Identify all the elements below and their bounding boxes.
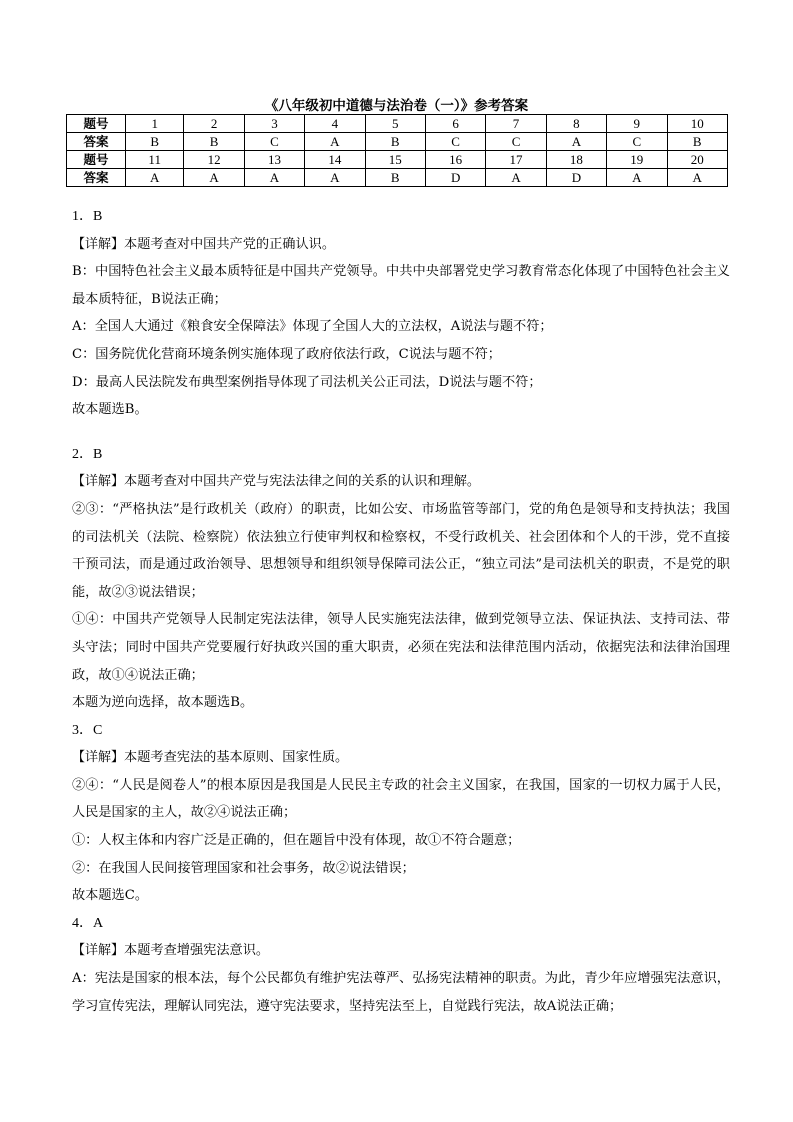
question-2-detail (72, 468, 730, 496)
detail-tag: 【详解】 (72, 236, 125, 252)
spacer (72, 424, 730, 441)
explanation-line: B：中国特色社会主义最本质特征是中国共产党领导。中共中央部署党史学习教育常态化体现了中国特色社会主义最本质特征，B说法正确； (72, 264, 730, 307)
question-1-answer: 1．B (72, 209, 103, 224)
table-cell: 18 (546, 151, 606, 169)
question-4-answer: 4．A (72, 915, 104, 931)
detail-tag: 【详解】 (72, 474, 125, 490)
explanation-line: 本题为逆向选择，故本题选B。 (72, 695, 254, 711)
table-cell: 9 (607, 115, 667, 133)
table-cell: 16 (425, 151, 485, 169)
table-cell: 10 (667, 115, 728, 133)
answer-explanations (72, 203, 730, 1020)
table-cell: 6 (425, 115, 485, 133)
table-cell: 15 (365, 151, 425, 169)
table-cell: A (305, 133, 365, 151)
explanation-line: 故本题选C。 (72, 888, 149, 904)
explanation-line: C：国务院优化营商环境条例实施体现了政府依法行政，C说法与题不符； (72, 346, 501, 362)
table-cell: 13 (244, 151, 304, 169)
table-cell: B (126, 133, 184, 151)
question-3-detail (72, 744, 730, 772)
explanation-line: 故本题选B。 (72, 402, 148, 418)
table-cell: C (244, 133, 304, 151)
table-cell: 2 (184, 115, 244, 133)
detail-text: 本题考查对中国共产党与宪法法律之间的关系的认识和理解。 (124, 474, 481, 490)
table-cell: D (425, 169, 485, 187)
explanation-line: ①④：中国共产党领导人民制定宪法法律，领导人民实施宪法法律，做到党领导立法、保证执法、支持司法、带头守法；同时中国共产党要履行好执政兴国的重大职责，必须在宪法和法律范围内活动，依据宪法和法律治国理政，故①④说法正确； (72, 612, 730, 683)
table-cell: 19 (607, 151, 667, 169)
table-cell: A (607, 169, 667, 187)
table-cell: 7 (486, 115, 546, 133)
row-label: 答案 (67, 133, 126, 151)
question-3-answer: 3．C (72, 722, 103, 738)
table-cell: B (184, 133, 244, 151)
table-cell: A (486, 169, 546, 187)
table-cell: C (607, 133, 667, 151)
row-label: 题号 (67, 151, 126, 169)
question-4-detail (72, 937, 730, 965)
explanation-line: ②③：“严格执法”是行政机关（政府）的职责，比如公安、市场监管等部门，党的角色是领导和支持执法；我国的司法机关（法院、检察院）依法独立行使审判权和检察权，不受行政机关、社会团体和个人的干涉，党不直接干预司法，而是通过政治领导、思想领导和组织领导保障司法公正，“独立司法”是司法机关的职责，不是党的职能，故②③说法错误； (72, 501, 730, 600)
table-cell: 17 (486, 151, 546, 169)
explanation-line: D：最高人民法院发布典型案例指导体现了司法机关公正司法，D说法与题不符； (72, 374, 542, 390)
table-cell: C (425, 133, 485, 151)
table-cell: A (244, 169, 304, 187)
explanation-line: ②④：“人民是阅卷人”的根本原因是我国是人民民主专政的社会主义国家，在我国，国家的一切权力属于人民，人民是国家的主人，故②④说法正确； (72, 777, 730, 821)
answer-table (66, 114, 728, 187)
question-1-detail (72, 231, 730, 259)
table-cell: 12 (184, 151, 244, 169)
table-cell: 8 (546, 115, 606, 133)
table-cell: B (365, 133, 425, 151)
table-row (67, 115, 728, 133)
table-cell: A (184, 169, 244, 187)
table-cell: B (365, 169, 425, 187)
detail-text: 本题考查对中国共产党的正确认识。 (124, 236, 336, 252)
table-cell: D (546, 169, 606, 187)
table-cell: A (546, 133, 606, 151)
detail-tag: 【详解】 (72, 750, 125, 766)
explanation-line: ②：在我国人民间接管理国家和社会事务，故②说法错误； (72, 860, 415, 876)
table-row (67, 151, 728, 169)
table-cell: 20 (667, 151, 728, 169)
table-cell: 11 (126, 151, 184, 169)
table-cell: 1 (126, 115, 184, 133)
table-cell: 14 (305, 151, 365, 169)
explanation-line: ①：人权主体和内容广泛是正确的，但在题旨中没有体现，故①不符合题意； (72, 833, 521, 849)
table-cell: A (126, 169, 184, 187)
table-cell: 5 (365, 115, 425, 133)
row-label: 题号 (67, 115, 126, 133)
table-cell: 4 (305, 115, 365, 133)
table-row (67, 133, 728, 151)
table-row (67, 169, 728, 187)
explanation-line: A：全国人大通过《粮食安全保障法》体现了全国人大的立法权，A说法与题不符； (72, 319, 553, 335)
explanation-line: A：宪法是国家的根本法，每个公民都负有维护宪法尊严、弘扬宪法精神的职责。为此，青少年应增强宪法意识，学习宣传宪法，理解认同宪法，遵守宪法要求，坚持宪法至上，自觉践行宪法，故A说法正确； (72, 971, 730, 1014)
page-title: 《八年级初中道德与法治卷（一）》参考答案 (264, 98, 529, 114)
detail-tag: 【详解】 (72, 943, 125, 959)
table-cell: A (305, 169, 365, 187)
question-2-answer: 2．B (72, 446, 103, 462)
row-label: 答案 (67, 169, 126, 187)
table-cell: B (667, 133, 728, 151)
detail-text: 本题考查增强宪法意识。 (124, 943, 270, 959)
table-cell: A (667, 169, 728, 187)
table-cell: C (486, 133, 546, 151)
detail-text: 本题考查宪法的基本原则、国家性质。 (124, 750, 349, 766)
table-cell: 3 (244, 115, 304, 133)
